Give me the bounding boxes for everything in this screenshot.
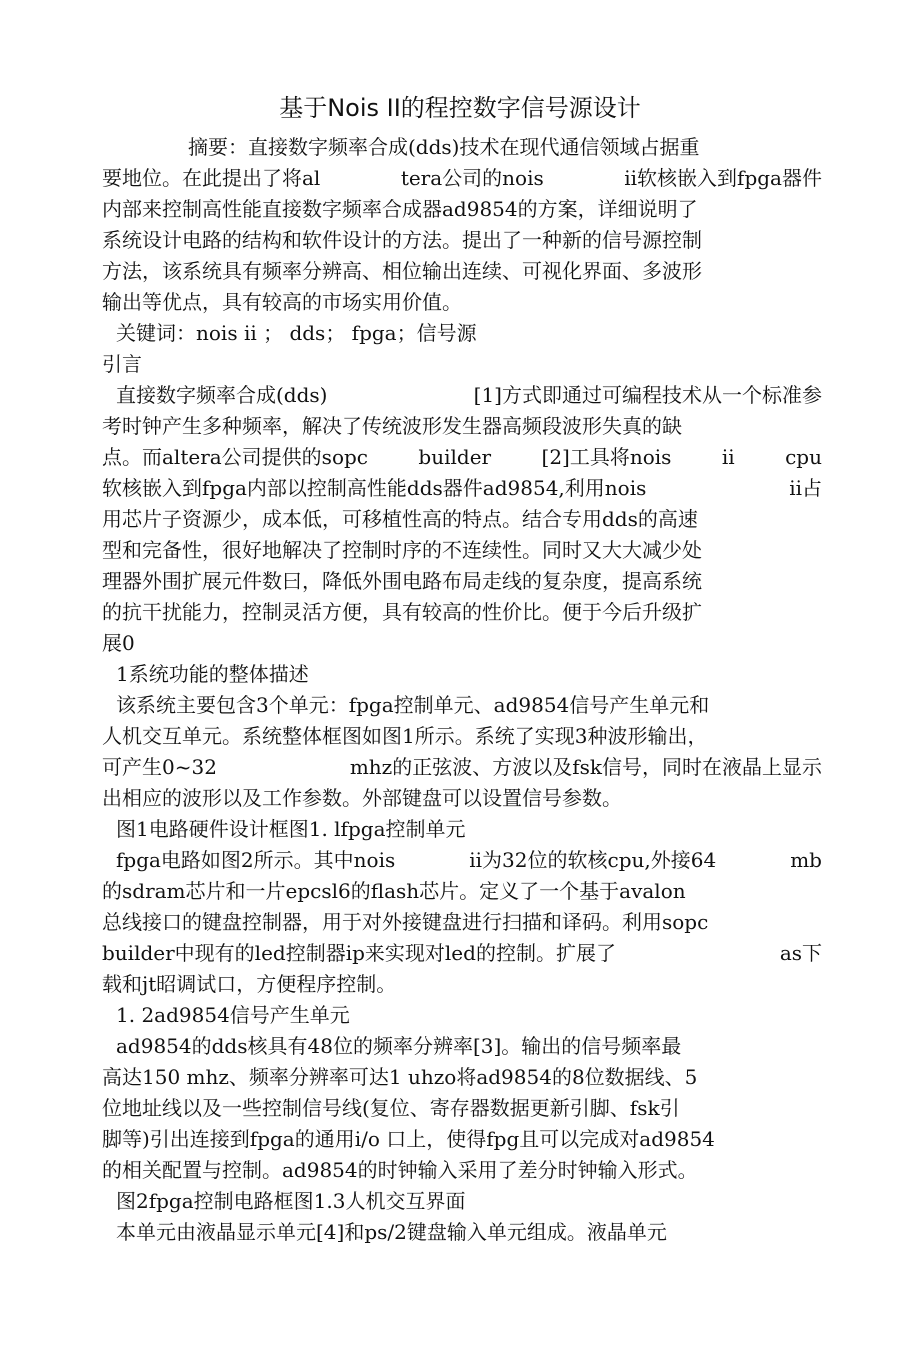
text-segment: 关键词：nois ii ； dds； fpga；信号源 [116, 321, 477, 345]
text-segment: ii占 [789, 476, 822, 500]
text-segment: 输出等优点，具有较高的市场实用价值。 [102, 290, 462, 314]
text-segment: 总线接口的键盘控制器，用于对外接键盘进行扫描和译码。利用sopc [102, 910, 709, 934]
text-segment: builder中现有的led控制器ip来实现对led的控制。扩展了 [102, 941, 616, 965]
text-line [102, 1124, 822, 1155]
text-segment: fpga电路如图2所示。其中nois [116, 848, 396, 872]
text-segment: 可产生0~32 [102, 755, 217, 779]
text-segment: as下 [779, 941, 822, 965]
text-segment: 的sdram芯片和一片epcsl6的flash芯片。定义了一个基于avalon [102, 879, 686, 903]
text-segment: 内部来控制高性能直接数字频率合成器ad9854的方案，详细说明了 [102, 197, 698, 221]
text-segment: 要地位。在此提出了将al [102, 166, 321, 190]
text-segment: mhz的正弦波、方波以及fsk信号，同时在液晶上显示 [349, 755, 822, 779]
text-line [102, 783, 822, 814]
text-segment: 理器外围扩展元件数曰，降低外围电路布局走线的复杂度，提高系统 [102, 569, 702, 593]
text-segment: 考时钟产生多种频率，解决了传统波形发生器高频段波形失真的缺 [102, 414, 682, 438]
text-line [102, 938, 822, 969]
text-segment: 脚等)引出连接到fpga的通用i/o 口上，使得fpg且可以完成对ad9854 [102, 1127, 715, 1151]
text-segment: 方法，该系统具有频率分辨高、相位输出连续、可视化界面、多波形 [102, 259, 702, 283]
text-line [102, 1093, 822, 1124]
document-title: 基于Nois II的程控数字信号源设计 [279, 94, 641, 122]
text-line [102, 690, 822, 721]
text-line [102, 752, 822, 783]
text-line [102, 349, 822, 380]
text-line [102, 1062, 822, 1093]
text-line [102, 1186, 822, 1217]
text-line [102, 876, 822, 907]
text-segment: ad9854的dds核具有48位的频率分辨率[3]。输出的信号频率最 [116, 1034, 682, 1058]
text-segment: [2]工具将nois [541, 445, 672, 469]
text-segment: mb [790, 848, 822, 872]
text-line [102, 225, 822, 256]
text-line [102, 814, 822, 845]
text-segment: 人机交互单元。系统整体框图如图1所示。系统了实现3种波形输出， [102, 724, 708, 748]
document-body [102, 132, 822, 1248]
text-line [102, 256, 822, 287]
text-line [102, 566, 822, 597]
text-line [102, 318, 822, 349]
text-segment: 图1电路硬件设计框图1. lfpga控制单元 [116, 817, 466, 841]
text-line [102, 473, 822, 504]
text-segment: 点。而altera公司提供的sopc [102, 445, 368, 469]
text-line [102, 1217, 822, 1248]
text-segment: 型和完备性，很好地解决了控制时序的不连续性。同时又大大减少处 [102, 538, 702, 562]
text-line [102, 1031, 822, 1062]
text-segment: 展0 [102, 631, 135, 655]
text-line [102, 535, 822, 566]
text-line [102, 721, 822, 752]
text-segment: 1. 2ad9854信号产生单元 [116, 1003, 350, 1027]
text-segment: 图2fpga控制电路框图1.3人机交互界面 [116, 1189, 466, 1213]
text-segment: builder [418, 445, 492, 469]
text-segment: 的抗干扰能力，控制灵活方便，具有较高的性价比。便于今后升级扩 [102, 600, 702, 624]
text-segment: ii [721, 445, 735, 469]
text-line [102, 163, 822, 194]
text-segment: tera公司的nois [400, 166, 544, 190]
text-segment: ii软核嵌入到fpga器件 [624, 166, 822, 190]
text-segment: cpu [785, 445, 822, 469]
text-segment: 摘要：直接数字频率合成(dds)技术在现代通信领域占据重 [188, 135, 700, 159]
text-line [102, 194, 822, 225]
text-segment: [1]方式即通过可编程技术从一个标准参 [473, 383, 822, 407]
text-line [102, 1000, 822, 1031]
text-line [102, 659, 822, 690]
text-line [102, 442, 822, 473]
text-segment: ii为32位的软核cpu,外接64 [469, 848, 717, 872]
text-segment: 的相关配置与控制。ad9854的时钟输入采用了差分时钟输入形式。 [102, 1158, 698, 1182]
text-segment: 1系统功能的整体描述 [116, 662, 309, 686]
text-segment: 载和jt昭调试口，方便程序控制。 [102, 972, 397, 996]
text-line [102, 597, 822, 628]
text-segment: 该系统主要包含3个单元：fpga控制单元、ad9854信号产生单元和 [116, 693, 710, 717]
text-segment: 本单元由液晶显示单元[4]和ps/2键盘输入单元组成。液晶单元 [116, 1220, 667, 1244]
text-segment: 位地址线以及一些控制信号线(复位、寄存器数据更新引脚、fsk引 [102, 1096, 680, 1120]
text-segment: 高达150 mhz、频率分辨率可达1 uhzo将ad9854的8位数据线、5 [102, 1065, 698, 1089]
text-line [102, 380, 822, 411]
text-line [102, 287, 822, 318]
text-segment: 直接数字频率合成(dds) [116, 383, 328, 407]
text-segment: 系统设计电路的结构和软件设计的方法。提出了一种新的信号源控制 [102, 228, 702, 252]
text-segment: 用芯片子资源少，成本低，可移植性高的特点。结合专用dds的高速 [102, 507, 698, 531]
text-line [102, 132, 822, 163]
text-line [102, 411, 822, 442]
text-line [102, 628, 822, 659]
text-segment: 出相应的波形以及工作参数。外部键盘可以设置信号参数。 [102, 786, 622, 810]
text-segment: 引言 [102, 352, 142, 376]
text-line [102, 969, 822, 1000]
text-line [102, 1155, 822, 1186]
text-segment: 软核嵌入到fpga内部以控制高性能dds器件ad9854,利用nois [102, 476, 647, 500]
text-line [102, 504, 822, 535]
text-line [102, 907, 822, 938]
text-line [102, 845, 822, 876]
